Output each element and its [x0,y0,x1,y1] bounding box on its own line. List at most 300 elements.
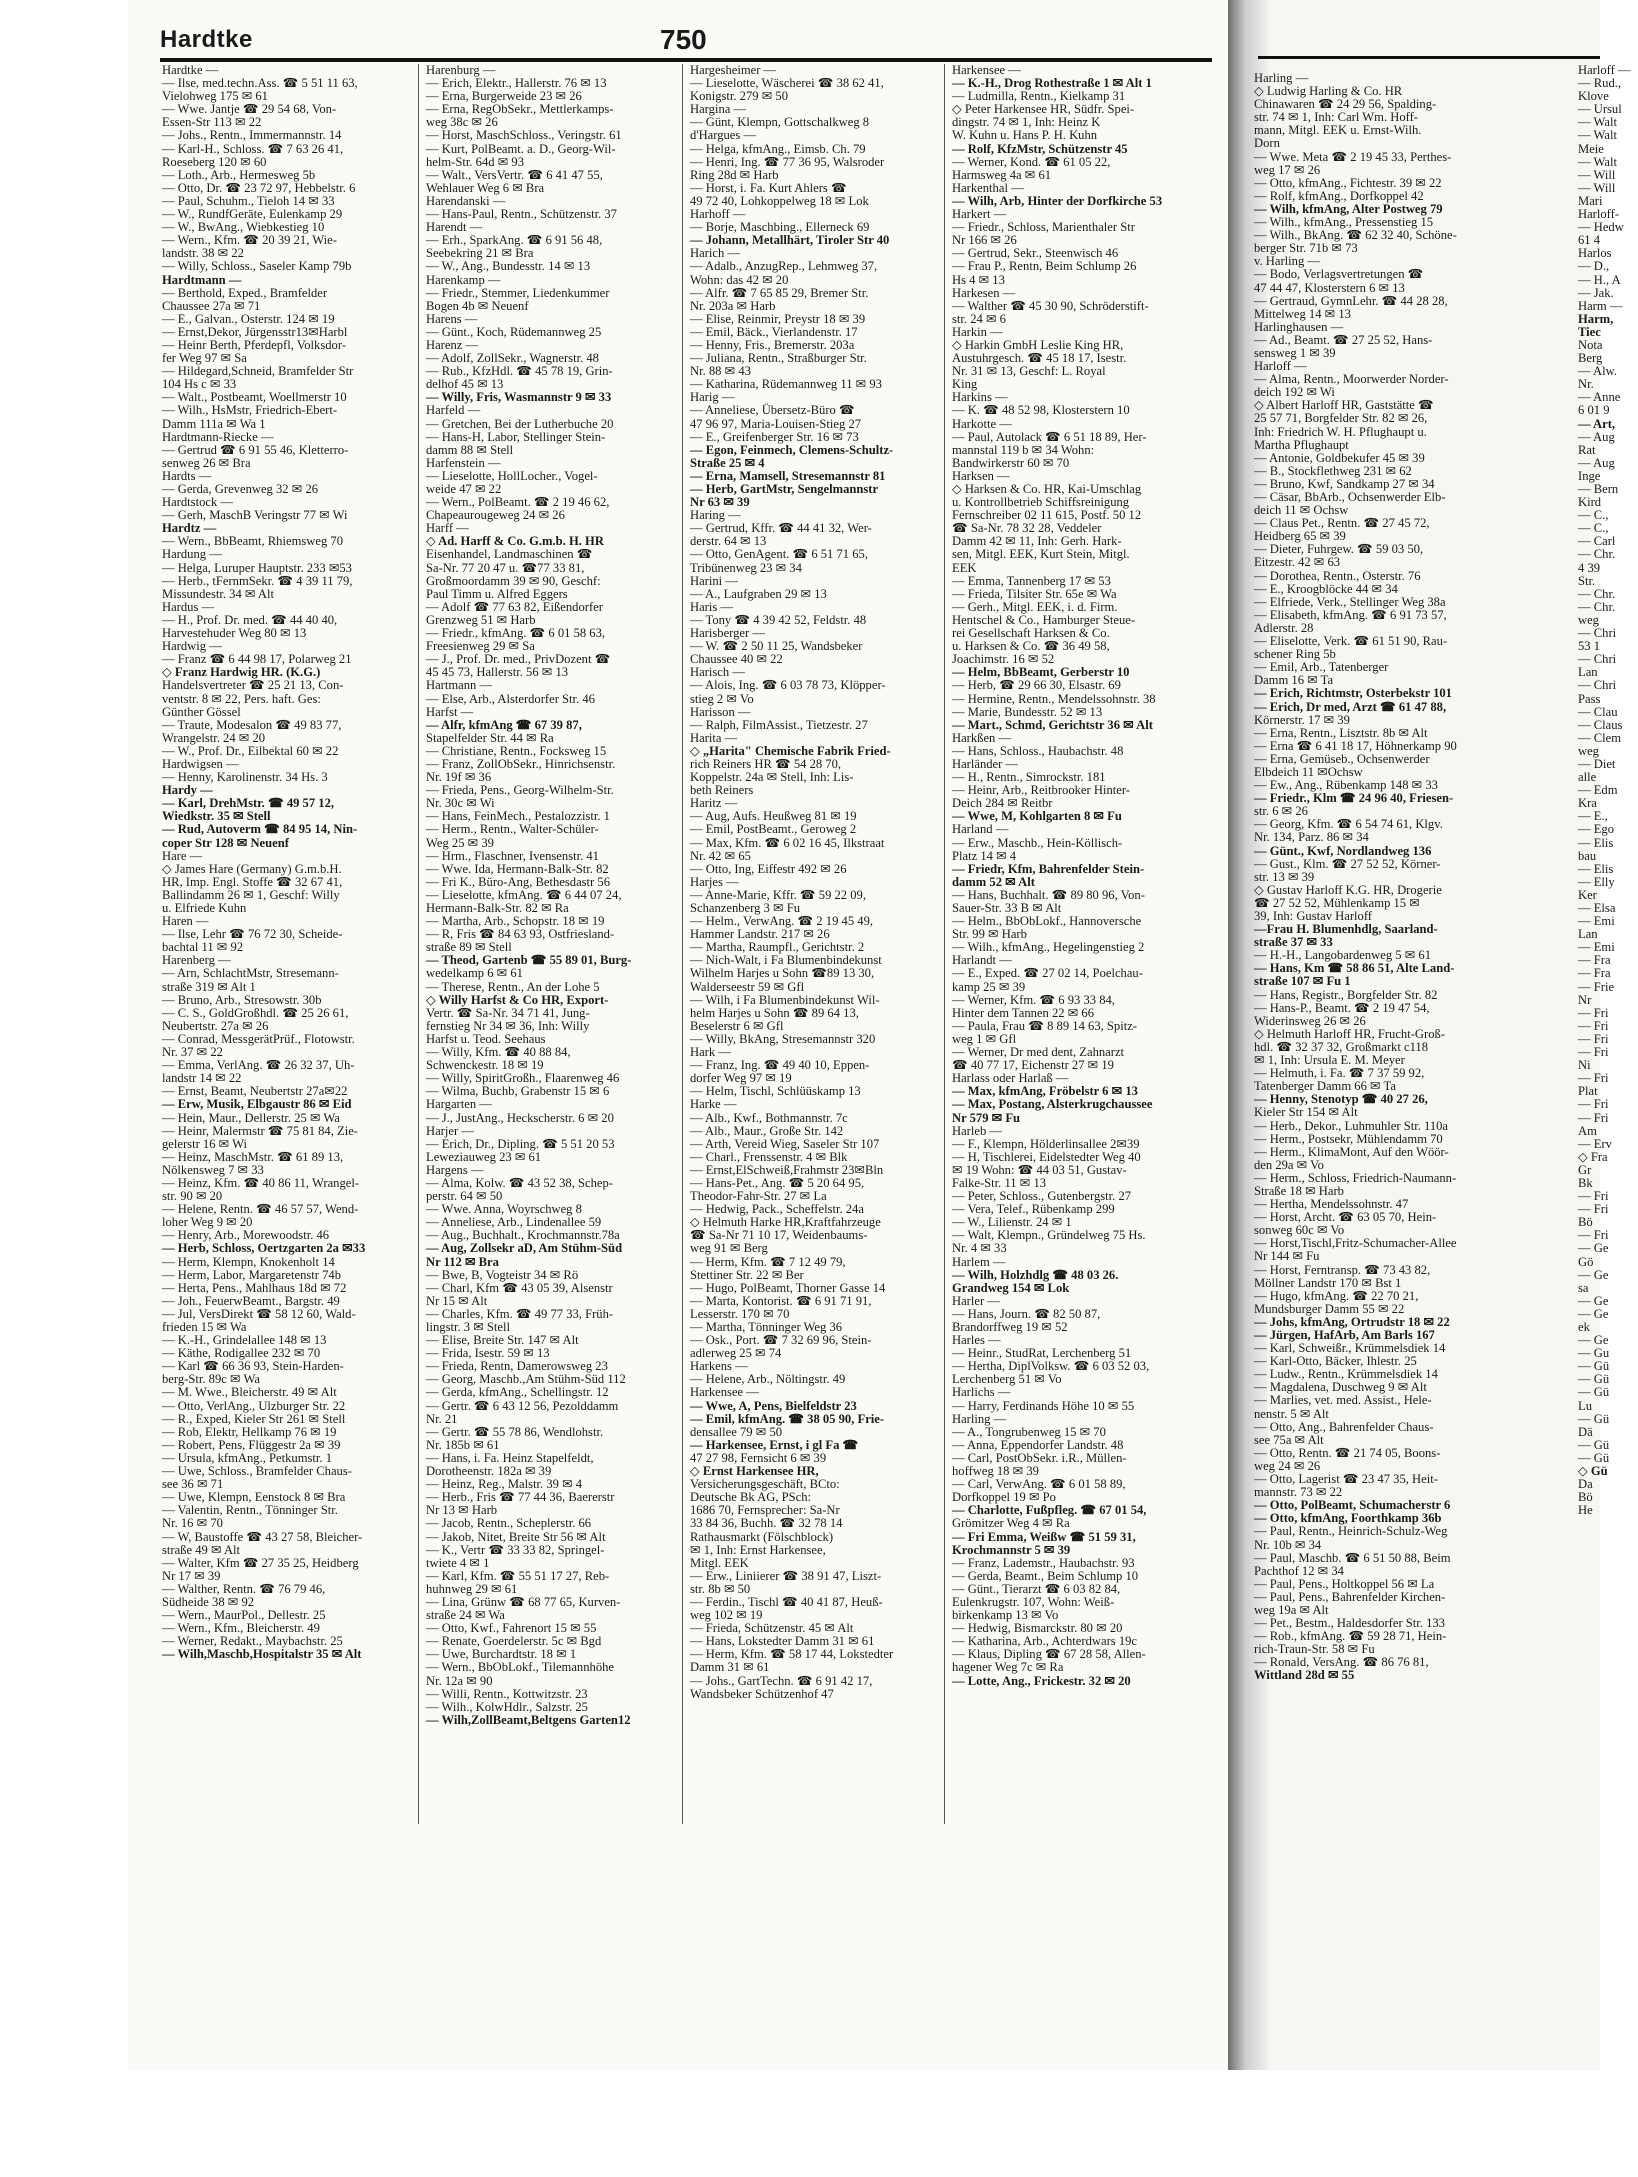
directory-entry-line: — Heinz, Reg., Malstr. 39 ✉ 4 [426,1477,583,1492]
directory-entry-line: — Ge [1578,1333,1609,1348]
directory-entry-line: Wrangelstr. 24 ✉ 20 [162,730,266,745]
directory-entry-line: Ni [1578,1058,1591,1073]
directory-entry-line: — E., Greifenberger Str. 16 ✉ 73 [690,429,859,444]
directory-entry-line: Nr 17 ✉ 39 [162,1568,221,1583]
directory-entry-line: — Ge [1578,1241,1609,1256]
directory-entry-line: — Wilh., kfmAng., Hegelingenstieg 2 [952,940,1145,955]
directory-entry-line: 104 Hs c ✉ 33 [162,377,237,392]
column-divider [682,64,683,1824]
directory-entry-line: — Karl-H., Schloss. ☎ 7 63 26 41, [162,141,344,156]
directory-entry-line: — Emil, Arb., Tatenberger [1254,660,1389,675]
directory-entry-line: Stettiner Str. 22 ✉ Ber [690,1267,804,1282]
directory-entry-line: — Fri [1578,1031,1609,1046]
directory-entry-line: Harvestehuder Weg 80 ✉ 13 [162,626,307,641]
directory-entry-line: hagener Weg 7c ✉ Ra [952,1660,1064,1675]
directory-entry-line: 33 84 36, Buchh. ☎ 32 78 14 [690,1516,843,1531]
directory-entry-line: — Chr. [1578,599,1616,614]
directory-entry-line: Klove [1578,89,1609,104]
directory-entry-line: — Clau [1578,704,1618,719]
directory-entry-line: Freesienweg 29 ✉ Sa [426,639,535,654]
directory-entry-line: stieg 2 ✉ Vo [690,691,754,706]
directory-entry-line: Plat [1578,1084,1598,1099]
directory-entry-line: — Hans-Pet., Ang. ☎ 5 20 64 95, [690,1175,865,1190]
directory-entry-line: birkenkamp 13 ✉ Vo [952,1608,1059,1623]
directory-entry-line: — A., Tongrubenweg 15 ✉ 70 [952,1424,1106,1439]
directory-entry-line: Tribünenweg 23 ✉ 34 [690,560,802,575]
directory-entry-line: — W, Baustoffe ☎ 43 27 58, Bleicher- [162,1529,363,1544]
directory-entry-line: — Ge [1578,1267,1609,1282]
directory-entry-line: rich-Traun-Str. 58 ✉ Fu [1254,1642,1375,1657]
directory-entry-line: straße 107 ✉ Fu 1 [1254,974,1351,989]
directory-entry-line: — Aug., Buchhalt., Krochmannstr.78a [426,1228,620,1243]
directory-entry-line: W. Kuhn u. Hans P. H. Kuhn [952,128,1098,143]
directory-entry-line: Heidberg 65 ✉ 39 [1254,529,1346,544]
directory-entry-line: densallee 79 ✉ 50 [690,1424,783,1439]
directory-entry-line: — Wwe, M, Kohlgarten 8 ✉ Fu [952,809,1122,824]
directory-entry-line: — Helm, Tischl, Schlüüskamp 13 [690,1084,861,1099]
directory-entry-line: ek [1578,1320,1590,1334]
directory-entry-line: — Juliana, Rentn., Straßburger Str. [690,351,867,366]
directory-entry-line: — Frie [1578,979,1615,994]
directory-entry-line: Möllner Landstr 170 ✉ Bst 1 [1254,1275,1402,1290]
directory-entry-line: Deutsche Bk AG, PSch: [690,1490,812,1505]
directory-entry-line: alle [1578,770,1597,785]
directory-entry-line: Nr. 10b ✉ 34 [1254,1537,1322,1552]
directory-entry-line: — Helm., BbObLokf., Hannoversche [952,914,1142,929]
directory-entry-line: — Charl., Frenssenstr. 4 ✉ Blk [690,1149,848,1164]
directory-entry-line: — Alw. [1578,364,1618,379]
directory-entry-line: Grömitzer Weg 4 ✉ Ra [952,1516,1070,1531]
directory-entry-line: u. Kontrollbetrieb Schiffsreinigung [952,495,1130,510]
directory-entry-line: — Erich, Richtmstr, Osterbekstr 101 [1254,686,1452,701]
directory-entry-line: Bö [1578,1215,1593,1230]
directory-entry-line: Harkens — [690,1359,748,1374]
directory-entry-line: ◇ Gustav Harloff K.G. HR, Drogerie [1254,882,1442,897]
directory-entry-line: Nr. 12a ✉ 90 [426,1673,493,1688]
directory-entry-line: schener Ring 5b [1254,647,1336,662]
directory-entry-line: Hardy — [162,783,213,798]
directory-entry-line: — Fri Emma, Weißw ☎ 51 59 31, [952,1529,1136,1544]
directory-entry-line: — Erich, Dr., Dipling. ☎ 5 51 20 53 [426,1136,615,1151]
directory-entry-line: — Hildegard,Schneid, Bramfelder Str [162,364,354,379]
directory-entry-line: Hinter dem Tannen 22 ✉ 66 [952,1005,1094,1020]
directory-entry-line: Harkesen — [952,285,1016,300]
directory-entry-line: — Otto, Kwf., Fahrenort 15 ✉ 55 [426,1621,597,1636]
directory-entry-line: Hardtke — [162,63,219,77]
directory-entry-line: Harloff — [1254,359,1307,374]
directory-entry-line: — C., [1578,521,1609,536]
directory-entry-line: — Berthold, Exped., Bramfelder [162,285,328,300]
directory-entry-line: dingstr. 74 ✉ 1, Inh: Heinz K [952,115,1101,130]
directory-entry-line: ◇ Peter Harkensee HR, Südfr. Spei- [952,102,1135,117]
directory-entry-line: Tatenberger Damm 66 ✉ Ta [1254,1079,1396,1094]
directory-entry-line: — Fra [1578,953,1611,968]
directory-entry-line: Harles — [952,1333,1001,1348]
directory-entry-line: — Anne [1578,390,1621,405]
directory-entry-line: Vertr. ☎ Sa-Nr. 34 71 41, Jung- [426,1005,590,1020]
directory-entry-line: Dä [1578,1424,1593,1439]
directory-entry-line: Harkotte — [952,416,1012,431]
directory-entry-line: — Walt [1578,154,1617,169]
directory-entry-line: — Otto, Ang., Bahrenfelder Chaus- [1254,1419,1434,1434]
directory-entry-line: Haren — [162,914,209,929]
directory-entry-line: Harich — [690,246,741,261]
directory-entry-line: — Chri [1578,652,1617,667]
directory-entry-line: — Wwe. Anna, Woyrschweg 8 [426,1202,582,1217]
directory-entry-line: — Ad., Beamt. ☎ 27 25 52, Hans- [1254,332,1433,347]
directory-entry-line: Lu [1578,1398,1592,1413]
directory-entry-line: Gr [1578,1162,1592,1177]
directory-entry-line: Hark — [690,1045,731,1060]
directory-entry-line: Nölkensweg 7 ✉ 33 [162,1162,264,1177]
directory-entry-line: — Helene, Arb., Nöltingstr. 49 [690,1372,846,1387]
directory-entry-line: — Friedr., Stemmer, Liedenkummer [426,285,610,300]
directory-entry-line: — W., Lilienstr. 24 ✉ 1 [952,1215,1072,1230]
directory-entry-line: — Ernst,Dekor, Jürgensstr13✉Harbl [162,324,348,339]
directory-entry-line: Inge [1578,468,1601,483]
directory-entry-line: — Gü [1578,1359,1610,1374]
directory-entry-line: — Gertraud, GymnLehr. ☎ 44 28 28, [1254,293,1448,308]
directory-entry-line: — Rob, Elektr, Hellkamp 76 ✉ 19 [162,1424,337,1439]
directory-entry-line: Fernschreiber 02 11 615, Postf. 50 12 [952,508,1142,523]
directory-entry-line: — Hans-P., Beamt. ☎ 2 19 47 54, [1254,1000,1430,1015]
directory-entry-line: Wittland 28d ✉ 55 [1254,1668,1355,1683]
directory-entry-line: — Herta, Pens., Mahlhaus 18d ✉ 72 [162,1280,347,1295]
directory-entry-line: Hare — [162,848,203,863]
directory-entry-line: weg 24 ✉ 26 [1254,1458,1321,1473]
directory-entry-line: — Georg, Maschb.,Am Stühm-Süd 112 [426,1372,626,1387]
directory-entry-line: — Hans, Km ☎ 58 86 51, Alte Land- [1254,961,1455,976]
directory-entry-line: Harhoff — [690,207,746,222]
directory-entry-line: — Willy, Kfm. ☎ 40 88 84, [426,1045,571,1060]
directory-entry-line: Roeseberg 120 ✉ 60 [162,154,267,169]
directory-entry-line: ✉ 19 Wohn: ☎ 44 03 51, Gustav- [952,1162,1127,1177]
directory-entry-line: — Fri [1578,1045,1609,1060]
directory-entry-line: — Günt., Kwf, Nordlandweg 136 [1254,843,1432,858]
directory-entry-line: — Charl, Kfm ☎ 43 05 39, Alsenstr [426,1280,613,1295]
directory-entry-line: — Will [1578,167,1616,182]
directory-entry-line: Hartmann — [426,678,493,693]
directory-entry-line: — Wwe. Ida, Hermann-Balk-Str. 82 [426,861,609,876]
directory-entry-line: — Emi [1578,914,1615,929]
directory-entry-line: Harm — [1578,298,1623,313]
directory-entry-line: Harini — [690,573,738,588]
directory-entry-line: — Chr. [1578,547,1616,562]
directory-entry-line: Harlichs — [952,1385,1011,1400]
directory-entry-line: — Rub., KfzHdl. ☎ 45 78 19, Grin- [426,364,613,379]
directory-entry-line: Hardus — [162,599,215,614]
running-head: Hardtke [160,26,253,53]
directory-entry-line: — Ernst, Beamt, Neubertstr 27a✉22 [162,1084,348,1099]
directory-entry-line: — Max, kfmAng, Fröbelstr 6 ✉ 13 [952,1084,1138,1099]
page-number: 750 [660,24,707,55]
directory-entry-line: Südheide 38 ✉ 92 [162,1594,255,1609]
directory-entry-line: — Hermine, Rentn., Mendelssohnstr. 38 [952,691,1156,706]
directory-entry-line: — Claus [1578,717,1623,732]
directory-entry-line: Damm 16 ✉ Ta [1254,673,1334,688]
directory-entry-line: — Hedwig, Pack., Scheffelstr. 24a [690,1202,864,1217]
directory-entry-line: — Paul, Autolack ☎ 6 51 18 89, Her- [952,429,1147,444]
directory-entry-line: ✉ 1, Inh: Ursula E. M. Meyer [1254,1053,1405,1068]
directory-entry-line: berg-Str. 89c ✉ Wa [162,1372,260,1387]
column-divider [418,64,419,1824]
directory-entry-line: — Herb., Fris ☎ 77 44 36, Baererstr [426,1490,615,1505]
directory-entry-line: — Erna, Mamsell, Stresemannstr 81 [690,468,886,483]
directory-entry-line: — Bruno, Arb., Stresowstr. 30b [162,992,322,1007]
directory-entry-line: Harisson — [690,704,751,719]
directory-entry-line: Hardung — [162,547,222,562]
directory-entry-line: ☎ 27 52 52, Mühlenkamp 15 ✉ [1254,895,1420,910]
directory-entry-line: Harlos [1578,246,1612,261]
directory-entry-line: gelerstr 16 ✉ Wi [162,1136,248,1151]
directory-entry-line: Nr. 4 ✉ 33 [952,1241,1007,1256]
directory-entry-line: — Lieselotte, Wäscherei ☎ 38 62 41, [690,76,884,91]
directory-entry-line: Eisenhandel, Landmaschinen ☎ [426,547,593,562]
directory-entry-line: — Paula, Frau ☎ 8 89 14 63, Spitz- [952,1018,1137,1033]
directory-entry-line: — Hrm., Flaschner, Ivensenstr. 41 [426,848,599,863]
directory-entry-line: Wehlauer Weg 6 ✉ Bra [426,180,545,195]
directory-entry-line: Harlinghausen — [1254,319,1344,334]
directory-entry-line: — Friedr., Klm ☎ 24 96 40, Friesen- [1254,791,1454,806]
directory-entry-line: Damm 111a ✉ Wa 1 [162,416,266,431]
directory-entry-line: — Ferdin., Tischl ☎ 40 41 87, Heuß- [690,1594,883,1609]
directory-entry-line: Straße 18 ✉ Harb [1254,1183,1344,1198]
directory-entry-line: — Vera, Telef., Rübenkamp 299 [952,1202,1115,1217]
directory-entry-line: Handelsvertreter ☎ 25 21 13, Con- [162,678,344,693]
directory-entry-line: Dorfkoppel 19 ✉ Po [952,1490,1056,1505]
directory-entry-line: — H, Tischlerei, Eidelstedter Weg 40 [952,1149,1141,1164]
directory-entry-line: — Gerda, Beamt., Beim Schlump 10 [952,1568,1139,1583]
directory-entry-line: — Franz ☎ 6 44 98 17, Polarweg 21 [162,652,352,667]
directory-entry-line: Harenkamp — [426,272,501,287]
directory-entry-line: Nr 63 ✉ 39 [690,495,750,510]
directory-entry-line: Harke — [690,1097,737,1112]
directory-entry-line: — Herm., Rentn., Walter-Schüler- [426,822,599,837]
directory-entry-line: — Wern., PolBeamt. ☎ 2 19 46 62, [426,495,610,510]
directory-entry-line: — Bwe, B, Vogteistr 34 ✉ Rö [426,1267,579,1282]
directory-entry-line: — Fri [1578,1005,1609,1020]
directory-entry-line: Harler — [952,1293,1000,1308]
directory-entry-line: — Will [1578,180,1616,195]
directory-entry-line: — Uwe, Schloss., Bramfelder Chaus- [162,1464,352,1479]
directory-entry-line: — Lina, Grünw ☎ 68 77 65, Kurven- [426,1594,621,1609]
directory-entry-line: — Emma, Tannenberg 17 ✉ 53 [952,573,1111,588]
directory-entry-line: Lan [1578,665,1598,680]
directory-entry-line: — Karl-Otto, Bäcker, Ihlestr. 25 [1254,1354,1417,1369]
directory-entry-line: — Aug, Zollsekr aD, Am Stühm-Süd [426,1241,623,1256]
directory-entry-line: — Henny, Stenotyp ☎ 40 27 26, [1254,1092,1428,1107]
directory-entry-line: — Gerh., Mitgl. EEK, i. d. Firm. [952,599,1118,614]
directory-entry-line: — Frida, Isestr. 59 ✉ 13 [426,1346,550,1361]
directory-entry-line: Hammer Landstr. 217 ✉ 26 [690,927,830,942]
directory-entry-line: — Martha, Raumpfl., Gerichtstr. 2 [690,940,865,955]
directory-entry-line: Hargarten — [426,1097,492,1112]
directory-entry-line: Harita — [690,730,738,745]
directory-entry-line: Harling — [1254,71,1309,85]
directory-entry-line: — Walt, Klempn., Gründelweg 75 Hs. [952,1228,1146,1243]
directory-entry-line: 6 01 9 [1578,403,1610,418]
directory-entry-line: — Robert, Pens, Flüggestr 2a ✉ 39 [162,1437,341,1452]
directory-entry-line: — K., Vertr ☎ 33 33 82, Springel- [426,1542,605,1557]
directory-entry-line: Dorotheenstr. 182a ✉ 39 [426,1464,552,1479]
directory-entry-line: Nr. 185b ✉ 61 [426,1437,500,1452]
column-divider [944,64,945,1824]
directory-entry-line: perstr. 64 ✉ 50 [426,1189,503,1204]
directory-entry-line: Harlem — [952,1254,1006,1269]
directory-entry-line: Hargens — [426,1162,484,1177]
directory-entry-line: — Theod, Gartenb ☎ 55 89 01, Burg- [426,953,632,968]
directory-entry-line: ◇ James Hare (Germany) G.m.b.H. [162,861,342,876]
directory-entry-line: — C., [1578,508,1609,523]
directory-entry-line: Harjes — [690,874,739,889]
directory-entry-line: — Max, Kfm. ☎ 6 02 16 45, Ilkstraat [690,835,885,850]
directory-entry-line: str. 8b ✉ 50 [690,1581,751,1596]
directory-entry-line: — Carl [1578,534,1616,549]
directory-entry-line: — Alfr, kfmAng ☎ 67 39 87, [426,717,582,732]
directory-entry-line: — Hedw [1578,220,1624,235]
directory-entry-line: Harisberger — [690,626,765,641]
directory-entry-line: — Elise, Reinmir, Preystr 18 ✉ 39 [690,311,866,326]
directory-entry-line: Nr 579 ✉ Fu [952,1110,1021,1125]
directory-entry-line: — Friedr., kfmAng. ☎ 6 01 58 63, [426,626,606,641]
directory-entry-line: derstr. 64 ✉ 13 [690,534,767,549]
directory-entry-line: — Johs., Rentn., Immermannstr. 14 [162,128,342,143]
directory-entry-line: — Hans, Schloss., Haubachstr. 48 [952,743,1124,758]
directory-entry-line: landstr 14 ✉ 22 [162,1071,242,1086]
directory-entry-line: Nr 144 ✉ Fu [1254,1249,1320,1264]
directory-entry-line: 45 45 73, Hallerstr. 56 ✉ 13 [426,665,569,680]
directory-entry-line: — Walt., VersVertr. ☎ 6 41 47 55, [426,167,603,182]
directory-entry-line: — Elis [1578,835,1614,850]
directory-entry-line: — Fri [1578,1189,1609,1204]
directory-entry-line: — Herb., tFernmSekr. ☎ 4 39 11 79, [162,573,353,588]
directory-entry-line: — Alma, Rentn., Moorwerder Norder- [1254,372,1449,387]
directory-entry-line: Harig — [690,390,735,405]
directory-entry-line: — Herb, Schloss, Oertzgarten 2a ✉33 [162,1241,366,1256]
directory-entry-line: — Otto, Dr. ☎ 23 72 97, Hebbelstr. 6 [162,180,356,195]
directory-entry-line: — Günt, Klempn, Gottschalkweg 8 [690,115,870,130]
directory-entry-line: Nr. 134, Parz. 86 ✉ 34 [1254,830,1369,845]
directory-entry-line: Nr. 203a ✉ Harb [690,298,776,313]
directory-entry-line: — Marie, Bundesstr. 52 ✉ 13 [952,704,1103,719]
directory-entry-line: — Osk., Port. ☎ 7 32 69 96, Stein- [690,1333,872,1348]
directory-entry-line: Hermann-Balk-Str. 82 ✉ Ra [426,901,569,915]
directory-entry-line: Harfst — [426,704,474,719]
directory-entry-line: — H.-H., Langobardenweg 5 ✉ 61 [1254,948,1432,963]
directory-entry-line: Nr. 21 [426,1411,458,1426]
directory-entry-line: 25 57 71, Borgfelder Str. 82 ✉ 26, [1254,411,1428,426]
directory-entry-line: — Hans, Buchhalt. ☎ 89 80 96, Von- [952,887,1145,902]
directory-entry-line: — Otto, kfmAng., Fichtestr. 39 ✉ 22 [1254,175,1442,190]
directory-entry-line: wedelkamp 6 ✉ 61 [426,966,523,981]
directory-entry-line: — Ernst,ElSchweiß,Frahmstr 23✉Bln [690,1162,884,1177]
directory-entry-line: rich Reiners HR ☎ 54 28 70, [690,756,842,771]
directory-entry-line: delhof 45 ✉ 13 [426,377,504,392]
directory-entry-line: — Adolf, ZollSekr., Wagnerstr. 48 [426,351,599,366]
directory-entry-line: Schanzenberg 3 ✉ Fu [690,901,800,915]
directory-entry-line: — Johs., GartTechn. ☎ 6 91 42 17, [690,1673,873,1688]
directory-entry-line: — Otto, GenAgent. ☎ 6 51 71 65, [690,547,868,562]
directory-entry-line: — H., Prof. Dr. med. ☎ 44 40 40, [162,612,338,627]
directory-entry-line: ◇ Helmuth Harke HR,Kraftfahrzeuge [690,1215,881,1230]
directory-entry-line: — Herm., Schloss, Friedrich-Naumann- [1254,1170,1457,1185]
directory-entry-line: — Charles, Kfm. ☎ 49 77 33, Früh- [426,1306,614,1321]
directory-entry-line: Essen-Str 113 ✉ 22 [162,115,262,130]
directory-entry-line: Dorn [1254,136,1280,151]
directory-entry-line: Elbdeich 11 ✉Ochsw [1254,764,1363,779]
directory-entry-line: — B., Stockflethweg 231 ✉ 62 [1254,463,1412,478]
directory-entry-line: — Werner, Kfm. ☎ 6 93 33 84, [952,992,1115,1007]
directory-entry-line: weg 19a ✉ Alt [1254,1602,1329,1617]
directory-entry-line: Nr. 37 ✉ 22 [162,1045,223,1060]
directory-entry-line: — Gretchen, Bei der Lutherbuche 20 [426,416,614,431]
directory-entry-line: — Emil, kfmAng. ☎ 38 05 90, Frie- [690,1411,885,1426]
directory-entry-line: — Hein, Maur., Dellerstr. 25 ✉ Wa [162,1110,340,1125]
directory-entry-line: Harens — [426,311,478,326]
directory-entry-line: ◇ Franz Hardwig HR. (K.G.) [162,665,321,680]
directory-entry-line: — Horst, MaschSchloss., Veringstr. 61 [426,128,622,143]
directory-entry-line: — Chr. [1578,586,1616,601]
directory-entry-line: ◇ Harkin GmbH Leslie King HR, [952,337,1124,352]
directory-entry-line: — Fri [1578,1202,1609,1217]
directory-entry-line: lingstr. 3 ✉ Stell [426,1320,511,1334]
directory-entry-line: — Aug [1578,455,1615,470]
directory-entry-line: — Lieselotte, kfmAng. ☎ 6 44 07 24, [426,887,622,902]
directory-entry-line: sa [1578,1280,1589,1295]
directory-entry-line: Kra [1578,796,1597,811]
directory-entry-line: Bandwirkerstr 60 ✉ 70 [952,455,1070,470]
directory-entry-line: str. 90 ✉ 20 [162,1189,223,1204]
directory-entry-line: — Herb, GartMstr, Sengelmannstr [690,482,879,496]
directory-entry-line: — Katharina, Rüdemannweg 11 ✉ 93 [690,377,882,392]
directory-entry-line: Widerinsweg 26 ✉ 26 [1254,1013,1366,1028]
directory-entry-line: — Herb, ☎ 29 66 30, Elsastr. 69 [952,678,1121,693]
directory-entry-line: Nr. 88 ✉ 43 [690,364,751,379]
directory-entry-line: — Charlotte, Fußpfleg. ☎ 67 01 54, [952,1503,1147,1518]
directory-entry-line: twiete 4 ✉ 1 [426,1555,490,1570]
directory-entry-line: 1686 70, Fernsprecher: Sa-Nr [690,1503,840,1518]
directory-entry-line: — Erw., Maschb., Hein-Köllisch- [952,835,1123,850]
directory-entry-line: — Clem [1578,730,1622,745]
directory-entry-line: — Fri [1578,1228,1609,1243]
directory-column-3 [690,64,940,1701]
directory-entry-line: Hardwig — [162,639,222,654]
directory-entry-line: — Otto, kfmAng, Foorthkamp 36b [1254,1511,1442,1526]
directory-entry-line: mann, Mitgl. EEK u. Ernst-Wilh. [1254,123,1422,138]
directory-entry-line: — Loth., Arb., Hermesweg 5b [162,167,316,182]
directory-entry-line: — Willy, Fris, Wasmannstr 9 ✉ 33 [426,390,612,405]
directory-entry-line: weide 47 ✉ 22 [426,482,502,496]
directory-entry-line: — Wilh, kfmAng, Alter Postweg 79 [1254,201,1443,216]
directory-entry-line: adlerweg 25 ✉ 74 [690,1346,782,1361]
directory-entry-line: Kird [1578,495,1602,510]
directory-column-5 [1254,72,1564,1683]
directory-entry-line: — W., RundfGeräte, Eulenkamp 29 [162,207,343,222]
directory-entry-line: — Klaus, Dipling ☎ 67 28 58, Allen- [952,1647,1146,1662]
directory-entry-line: Tiec [1578,324,1601,339]
directory-entry-line: Harkensee — [952,63,1021,77]
directory-entry-line: hoffweg 18 ✉ 39 [952,1464,1039,1479]
directory-entry-line: — F., Klempn, Hölderlinsallee 2✉39 [952,1136,1140,1151]
directory-entry-line: — Hugo, PolBeamt, Thorner Gasse 14 [690,1280,886,1295]
directory-entry-line: Harendt — [426,220,483,235]
directory-entry-line: Nr. 19f ✉ 36 [426,770,492,785]
directory-entry-line: Hargina — [690,102,747,117]
directory-entry-line: — Horst, Archt. ☎ 63 05 70, Hein- [1254,1210,1437,1225]
directory-entry-line: — Ilse, med.techn.Ass. ☎ 5 51 11 63, [162,76,358,91]
directory-entry-line: — Joh., FeuerwBeamt., Bargstr. 49 [162,1293,340,1308]
directory-entry-line: Leweziauweg 23 ✉ 61 [426,1149,542,1164]
